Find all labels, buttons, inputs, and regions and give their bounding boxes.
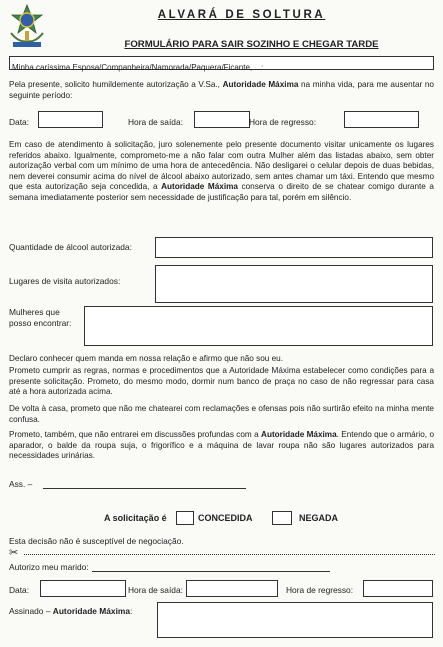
return-time-label: Hora de regresso: xyxy=(249,117,317,127)
declaration-paragraph-1: Declaro conhecer quem manda em nossa relação e afirmo que não sou eu. xyxy=(9,354,283,363)
stub-departure-field[interactable] xyxy=(186,580,278,597)
date-label: Data: xyxy=(9,117,30,127)
return-time-field[interactable] xyxy=(344,111,419,128)
declaration-paragraph-4: Prometo, também, que não entrarei em discussões profundas com a Autoridade Máxima. Entendo que o armário, o aparador, o balde da roupa suja, o frigorífico e a máquina de lavar roupa não são lugares autorizados para necessidades urinárias. xyxy=(9,430,434,461)
stub-date-field[interactable] xyxy=(40,580,126,597)
departure-time-label: Hora de saída: xyxy=(128,117,183,127)
denied-checkbox[interactable] xyxy=(272,511,292,525)
signed-label: Assinado – Autoridade Máxima: xyxy=(9,606,133,616)
addressee-box xyxy=(9,56,434,70)
declaration-paragraph-3: De volta à casa, prometo que não me chatearei com reclamações e ofensas pois não surtirão efeito na minha mente confusa. xyxy=(9,404,434,424)
women-label: Mulheres que posso encontrar: xyxy=(9,307,72,328)
denied-label: NEGADA xyxy=(299,513,339,523)
granted-checkbox[interactable] xyxy=(176,511,194,525)
places-label: Lugares de visita autorizados: xyxy=(9,276,121,286)
non-negotiable-note: Esta decisão não é susceptível de negociação. xyxy=(9,536,184,546)
decision-prefix: A solicitação é xyxy=(104,513,167,523)
document-title: ALVARÁ DE SOLTURA xyxy=(157,9,326,21)
cut-line xyxy=(24,554,435,555)
intro-paragraph: Pela presente, solicito humildemente autorização a V.Sa., Autoridade Máxima na minha vida, para me ausentar no seguinte período: xyxy=(9,80,434,100)
declaration-paragraph-2: Prometo cumprir as regras, normas e procedimentos que a Autoridade Máxima estabelecer como condições para a presente solicitação. Prometo, do mesmo modo, dormir num banco de praça no caso de não regressar para casa até a hora autorizada acima. xyxy=(9,366,434,397)
addressee-text: Minha caríssima Esposa/Companheira/Namorada/Paquera/Ficante,....: xyxy=(12,63,264,72)
authorize-line[interactable] xyxy=(92,571,330,572)
alcohol-label: Quantidade de álcool autorizada: xyxy=(9,242,132,252)
signature-label: Ass. – xyxy=(9,479,33,489)
stub-return-label: Hora de regresso: xyxy=(286,585,354,595)
scissors-icon: ✂ xyxy=(9,547,19,559)
alcohol-field[interactable] xyxy=(155,237,433,258)
women-field[interactable] xyxy=(84,306,433,346)
commitment-paragraph: Em caso de atendimento à solicitação, juro solenemente pelo presente documento visitar unicamente os lugares referidos abaixo. Igualmente, comprometo-me a não falar com outra Mulher além das listadas abaixo, sem obter autorização verbal com um mínimo de uma hora de antecedência. Não desligarei o celular depois de duas bebidas, nem deverei consumir acima do nível de álcool abaixo autorizado, sem antes chamar um táxi. Entendo que mesmo que esta autorização seja concedida, a Autoridade Máxima conserva o direito de se chatear comigo durante a semana imediatamente posterior sem necessidade de justificação para tal, porém em silêncio. xyxy=(9,140,434,202)
authorize-label: Autorizo meu marido: xyxy=(9,562,89,572)
form-subtitle: FORMULÁRIO PARA SAIR SOZINHO E CHEGAR TARDE xyxy=(124,39,379,50)
granted-label: CONCEDIDA xyxy=(198,513,253,523)
authority-signature-field[interactable] xyxy=(157,602,433,638)
stub-return-field[interactable] xyxy=(363,580,433,597)
signature-line[interactable] xyxy=(43,488,246,489)
date-field[interactable] xyxy=(38,111,103,128)
stub-date-label: Data: xyxy=(9,585,30,595)
stub-departure-label: Hora de saída: xyxy=(128,585,183,595)
places-field[interactable] xyxy=(155,265,433,303)
departure-time-field[interactable] xyxy=(194,111,250,128)
